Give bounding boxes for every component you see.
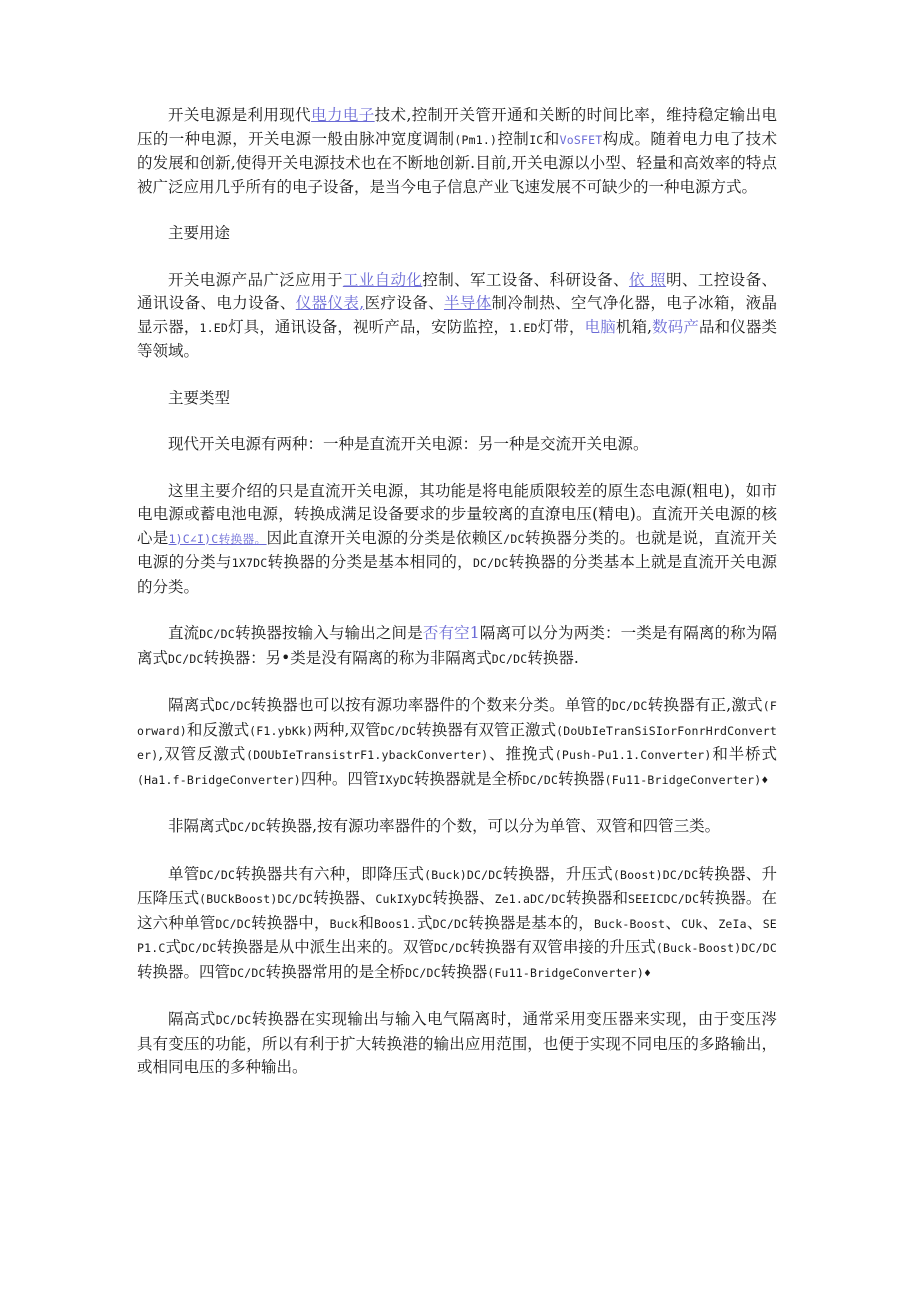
text: 式 — [165, 938, 182, 956]
text: 转换器共有六种，即降压式 — [235, 864, 425, 883]
text-mono: DC/DC — [230, 965, 266, 980]
text-mono: (Fu11-BridgeConverter)♦ — [604, 772, 769, 787]
text-mono: SEP1.C — [137, 916, 777, 955]
text-mono: (Push-Pu1.1.Converter) — [554, 748, 712, 762]
text: 开关电源产品广泛应用于 — [168, 270, 343, 289]
text: 隔离可以分为两类：一类是有隔离的称为隔离式 — [137, 624, 777, 667]
text: 四种。四管 — [300, 769, 379, 788]
text: 非隔离式 — [168, 817, 231, 835]
text: 和 — [543, 129, 560, 148]
text: 转换器也可以按有源功率器件的个数来分类。单管的 — [250, 696, 612, 714]
text-mono: (Buck)DC/DC — [424, 867, 503, 882]
link-semiconductor[interactable]: 半导体 — [443, 294, 492, 312]
text-mono: DC/DC — [168, 651, 204, 666]
link-computer[interactable]: 电脑 — [584, 317, 616, 336]
text-mono: DC/DC — [491, 651, 528, 666]
paragraph-intro — [137, 104, 777, 199]
text-mono: CUk — [681, 916, 703, 931]
text: 式 — [416, 913, 433, 932]
text-mono: IC — [529, 132, 544, 147]
text: 制冷制热、空气净化器，电子冰箱，液晶显示器， — [137, 294, 777, 336]
text: 灯具，通讯设备，视听产品，安防监控， — [227, 317, 510, 336]
link-isolation[interactable]: 否有空1 — [422, 624, 480, 642]
text: 转换器和 — [565, 889, 629, 907]
text: 、推挽式 — [488, 745, 555, 763]
text-mono: (Fu11-BridgeConverter)♦ — [487, 965, 652, 980]
text-mono: (DOUbIeTransistrF1.ybackConverter) — [246, 748, 489, 762]
text-mono: DC/DC — [215, 699, 251, 713]
section-heading-types: 主要类型 — [168, 388, 231, 407]
text: 转换器、 — [432, 889, 495, 907]
text: 隔高式 — [168, 1010, 216, 1028]
text-mono: DC/DC — [611, 699, 648, 713]
text-mono: CukIXyDC — [375, 892, 433, 906]
text: 转换器是从中派生出来的。双管 — [216, 938, 434, 956]
paragraph-isolation — [137, 622, 777, 671]
text-mono: DC/DC — [522, 772, 559, 787]
text: 转换器有双管串接的升压式 — [469, 938, 656, 956]
text: 转换器的分类基本上就是直流开关电源的分类。 — [137, 553, 777, 596]
text: 转换器。四管 — [137, 962, 231, 981]
text-mono: (Ha1.f-BridgeConverter) — [137, 772, 301, 787]
text: 转换器分类的。也就是说，直流开关电源的分类与 — [137, 528, 777, 571]
text: 明、工控设备、通讯设备、电力设备、 — [137, 270, 777, 312]
text: 转换器中， — [251, 913, 330, 932]
text: 灯带， — [537, 317, 585, 336]
paragraph-single-switch — [137, 863, 777, 986]
text-mono: /DC — [503, 531, 525, 546]
text: 转换器 — [558, 769, 605, 788]
text-mono: (DoUbIeTranSiSIorFonrHrdConverter) — [137, 723, 777, 762]
text: 和反激式 — [186, 720, 250, 739]
link-digital-products[interactable]: 数码产 — [652, 317, 699, 336]
text: 两种,双管 — [313, 720, 381, 739]
text: 转换器、升压降压式 — [137, 864, 777, 907]
text: 和 — [358, 913, 375, 932]
link-industrial-automation[interactable]: 工业自动化 — [342, 270, 423, 289]
text-mono: DC/DC — [472, 556, 509, 570]
text-mono: Buck-Boost — [593, 916, 666, 931]
link-lighting[interactable]: 依 照 — [628, 270, 667, 289]
text: 转换器。在这六种单管 — [137, 889, 777, 932]
text-mono: Buck — [329, 916, 359, 931]
text-mono: DC/DC — [215, 1013, 252, 1027]
text: 转换器就是全桥 — [413, 769, 523, 788]
text-mono: DC/DC — [230, 820, 266, 834]
text-mono: DC/DC — [181, 941, 217, 955]
text: 转换器有正,激式 — [647, 696, 763, 714]
text: 直流 — [168, 624, 200, 642]
text-mono: DC/DC — [199, 627, 235, 641]
text: 、 — [665, 913, 682, 932]
text-mono: DC/DC — [433, 941, 470, 955]
text: 医疗设备、 — [364, 294, 444, 312]
text-mono: ZeIa — [718, 916, 747, 931]
text-mono: DC/DC — [405, 965, 441, 980]
text-mono: DC/DC — [215, 916, 252, 931]
text: 控制、军工设备、科研设备、 — [422, 270, 629, 289]
text: 开关电源是利用现代 — [168, 106, 312, 124]
text: 单管 — [168, 864, 200, 883]
text: 技术,控制开关管开通和关断的时间比率，维持稳定输出电压的一种电源，开关电源一般由脉冲宽度调制 — [137, 106, 777, 148]
text: 转换器是基本的， — [468, 913, 594, 932]
text: 机箱, — [615, 317, 653, 336]
text: 转换器,按有源功率器件的个数，可以分为单管、双管和四管三类。 — [265, 817, 721, 835]
link-dcdc-converter[interactable]: 1)C∠I)C转换器。 — [168, 531, 267, 546]
text-mono: 1.ED — [509, 320, 538, 335]
text: 控制 — [497, 129, 530, 148]
document-body — [137, 104, 777, 1103]
text: 转换器，升压式 — [502, 864, 613, 883]
text: 、 — [746, 913, 763, 932]
text-mono: (F1.ybKk) — [249, 723, 314, 738]
text-mono: Ze1.aDC/DC — [494, 892, 566, 906]
text: 隔离式 — [168, 696, 216, 714]
text-mono: (Pm1.) — [454, 132, 498, 147]
text: 、 — [702, 913, 719, 932]
text-mono: (Boost)DC/DC — [612, 867, 699, 882]
text: 这里主要介绍的只是直流开关电源，其功能是将电能质限较差的原生态电源(粗电)，如市电电源或蓄电池电源，转换成满足设备要求的步量较离的直潦电压(精电)。直流开关电源的核心是 — [137, 481, 777, 547]
text: 构成。随着电力电了技术的发展和创新,使得开关电源技术也在不断地创新.目前,开关电源以小型、轻量和高效率的特点被广泛应用几乎所有的电子设备，是当今电子信息产业飞速发展不可缺少的一种电源方式。 — [137, 129, 777, 196]
text-mono: IXyDC — [378, 772, 414, 787]
text-mono: DC/DC — [380, 723, 417, 738]
text-mono: SEEICDC/DC — [628, 892, 700, 906]
text: 转换器 — [440, 962, 488, 981]
text: 转换器按输入与输出之间是 — [234, 624, 423, 642]
text-mono: (BUCkBoost)DC/DC — [199, 892, 314, 906]
text-mono: (Forward) — [137, 699, 777, 738]
paragraph-non-isolated — [137, 815, 777, 840]
text: 转换器在实现输出与输入电气隔离时，通常采用变压器来实现，由于变压涔具有变压的功能，所以有利于扩大转换港的输出应用范围，也便于实现不同电压的多路输出，或相同电压的多种输出。 — [137, 1010, 777, 1076]
text: 转换器常用的是全桥 — [265, 962, 406, 981]
text: 转换器. — [527, 648, 579, 667]
text-mono: (Buck-Boost)DC/DC — [655, 941, 777, 955]
text-mono: DC/DC — [432, 916, 469, 931]
text-mono: 1.ED — [199, 320, 228, 335]
link-instruments[interactable]: 仪器仪表, — [295, 294, 365, 312]
text: 品和仪器类等领域。 — [137, 317, 777, 360]
paragraph-transformer — [137, 1008, 777, 1080]
paragraph-uses — [137, 269, 777, 364]
text: 转换器、 — [313, 889, 376, 907]
text-mono: 1X7DC — [231, 556, 268, 570]
paragraph-dc-power — [137, 480, 777, 600]
text: 转换器：另•类是没有隔离的称为非隔离式 — [203, 648, 492, 667]
text: ,双管反激式 — [158, 745, 247, 763]
text: 和半桥式 — [711, 745, 777, 763]
text: 转换器的分类是基本相同的， — [267, 553, 473, 571]
text: 转换器有双管正激式 — [416, 720, 557, 739]
text: 因此直潦开关电源的分类是依赖区 — [266, 528, 504, 547]
link-power-electronics[interactable]: 电力电子 — [311, 106, 375, 124]
text-mono: Boos1. — [374, 916, 417, 931]
link-mosfet[interactable]: VoSFET — [559, 132, 603, 147]
paragraph-two-types: 现代开关电源有两种：一种是直流开关电源：另一种是交流开关电源。 — [168, 435, 649, 453]
text-mono: DC/DC — [199, 867, 236, 882]
section-heading-uses: 主要用途 — [168, 224, 231, 242]
paragraph-isolated-types — [137, 694, 777, 792]
